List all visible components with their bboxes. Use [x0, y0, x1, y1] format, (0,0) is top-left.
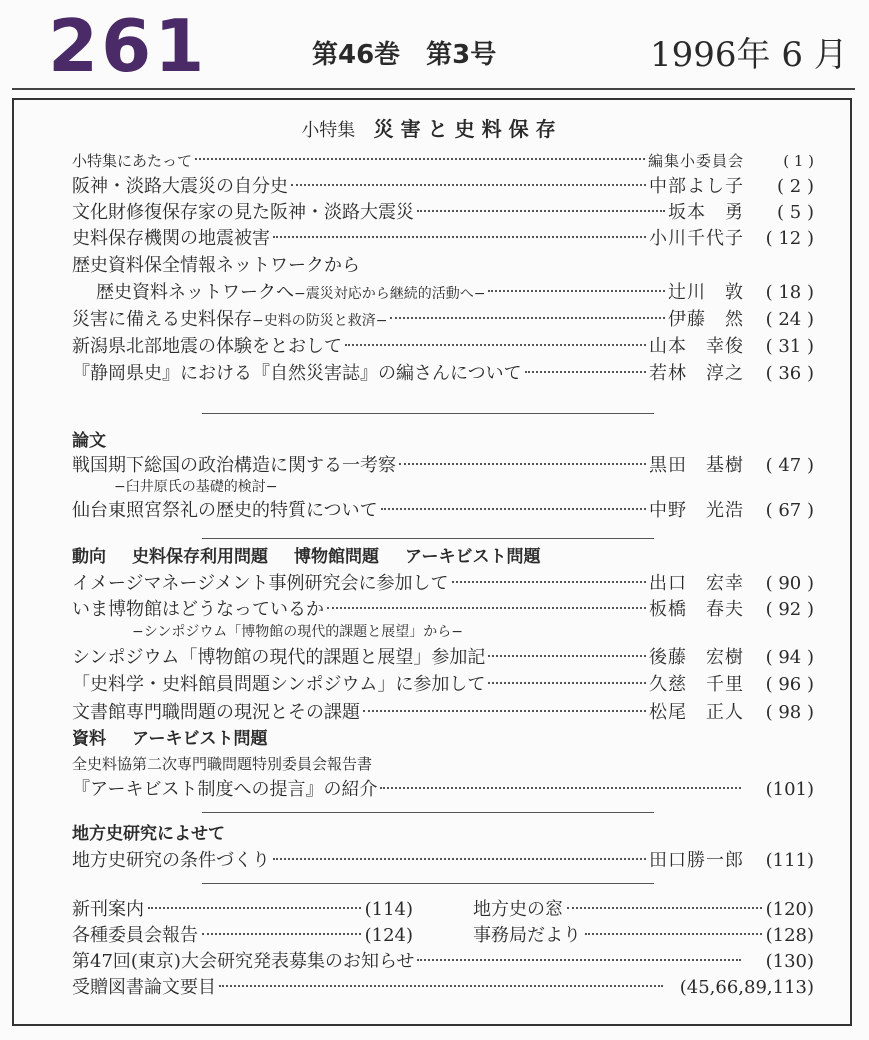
header-rule [12, 88, 855, 90]
section-divider [202, 883, 654, 884]
trends-label: アーキビスト問題 [405, 547, 541, 567]
entry-page: (101) [765, 779, 814, 800]
entry-title: 地方史の窓 [473, 899, 563, 920]
dot-leader [417, 959, 741, 961]
entry-page: (114) [364, 899, 413, 920]
issue-number: 261 [48, 4, 208, 88]
trends-label: 博物館問題 [294, 547, 379, 567]
entry-title: シンポジウム「博物館の現代的課題と展望」参加記 [72, 647, 486, 668]
entry-author: 編集小委員会 [647, 152, 744, 170]
entry-author: 伊藤 然 [668, 309, 744, 330]
dot-leader [380, 787, 741, 789]
dot-leader [488, 682, 646, 684]
entry-page: ( 18 ) [765, 282, 814, 303]
entry-page: ( 47 ) [765, 455, 814, 476]
dot-leader [488, 290, 665, 292]
toc-entry[interactable] [72, 174, 814, 199]
toc-entry[interactable] [72, 949, 814, 974]
entry-author: 中部よし子 [649, 176, 744, 197]
dot-leader [363, 710, 646, 712]
toc-entry[interactable] [72, 923, 413, 948]
entry-author: 辻川 敦 [668, 282, 744, 303]
materials-label: 資料 [72, 729, 106, 749]
toc-entry[interactable] [72, 149, 814, 174]
toc-entry[interactable] [72, 226, 814, 251]
entry-page: ( 67 ) [765, 500, 814, 521]
issue-date: 1996年 6 月 [650, 35, 848, 75]
entry-title: 地方史研究の条件づくり [72, 850, 270, 871]
dot-leader [327, 607, 646, 609]
articles-heading: 論文 [72, 431, 106, 451]
entry-subtitle: −シンポジウム「博物館の現代的課題と展望」から− [132, 624, 463, 640]
entry-author: 若林 淳之 [649, 363, 744, 384]
entry-author: 松尾 正人 [649, 702, 744, 723]
dot-leader [219, 985, 663, 987]
toc-entry[interactable] [72, 571, 814, 596]
dot-leader [567, 907, 762, 909]
dot-leader [381, 508, 646, 510]
entry-title: 「史料学・史料館員問題シンポジウム」に参加して [72, 674, 486, 695]
entry-page: (130) [765, 951, 814, 972]
feature-prefix: 小特集 [301, 120, 356, 141]
entry-title: 阪神・淡路大震災の自分史 [72, 176, 288, 197]
entry-title: 事務局だより [473, 925, 581, 946]
entry-title: 文化財修復保存家の見た阪神・淡路大震災 [72, 202, 414, 223]
entry-title: 歴史資料ネットワークへ [96, 282, 294, 303]
entry-page: (124) [364, 925, 413, 946]
entry-title: いま博物館はどうなっているか [72, 599, 324, 620]
dot-leader [525, 371, 646, 373]
entry-author: 黒田 基樹 [649, 455, 744, 476]
toc-entry[interactable] [72, 200, 814, 225]
dot-leader [345, 344, 646, 346]
toc-entry[interactable] [473, 897, 814, 922]
section-divider [202, 413, 654, 414]
toc-entry[interactable] [72, 848, 814, 873]
entry-title: 仙台東照宮祭礼の歴史的特質について [72, 500, 378, 521]
entry-title: 新潟県北部地震の体験をとおして [72, 336, 342, 357]
entry-subtitle: −史料の防災と救済− [252, 313, 388, 329]
toc-entry[interactable] [72, 975, 814, 1000]
entry-author: 久慈 千里 [649, 674, 744, 695]
trends-heading [72, 546, 567, 568]
entry-title: 史料保存機関の地震被害 [72, 228, 270, 249]
toc-entry[interactable] [72, 307, 814, 334]
entry-page: (45,66,89,113) [679, 977, 814, 998]
toc-entry[interactable] [96, 280, 814, 307]
entry-page: ( 96 ) [765, 674, 814, 695]
entry-page: ( 94 ) [765, 647, 814, 668]
entry-page: ( 2 ) [777, 176, 814, 197]
entry-page: ( 98 ) [765, 702, 814, 723]
entry-subtitle: −震災対応から継続的活動へ− [294, 286, 486, 302]
dot-leader [202, 933, 361, 935]
entry-author: 小川千代子 [649, 228, 744, 249]
toc-entry[interactable] [72, 897, 413, 922]
toc-entry[interactable] [72, 645, 814, 670]
entry-page: ( 24 ) [765, 309, 814, 330]
materials-note: 全史料協第二次専門職問題特別委員会報告書 [72, 755, 373, 773]
entry-author: 坂本 勇 [668, 202, 744, 223]
misc-row [72, 923, 814, 948]
entry-page: (120) [765, 899, 814, 920]
section-divider [202, 812, 654, 813]
entry-page: ( 92 ) [765, 599, 814, 620]
toc-entry[interactable] [72, 498, 814, 523]
entry-subtitle: −臼井原氏の基礎的検討− [114, 479, 278, 495]
materials-heading [72, 728, 294, 750]
toc-entry[interactable] [473, 923, 814, 948]
entry-author: 山本 幸俊 [649, 336, 744, 357]
entry-title: 受贈図書論文要目 [72, 977, 216, 998]
entry-page: ( 90 ) [765, 573, 814, 594]
entry-page: ( 12 ) [765, 228, 814, 249]
entry-page: ( 36 ) [765, 363, 814, 384]
entry-title: 新刊案内 [72, 899, 144, 920]
dot-leader [399, 463, 646, 465]
entry-page: ( 31 ) [765, 336, 814, 357]
entry-page: (111) [765, 850, 814, 871]
misc-row [72, 897, 814, 922]
entry-author: 板橋 春夫 [649, 599, 744, 620]
materials-label: アーキビスト問題 [132, 729, 268, 749]
entry-page: ( 5 ) [777, 202, 814, 223]
entry-author: 後藤 宏樹 [649, 647, 744, 668]
entry-title: 各種委員会報告 [72, 925, 198, 946]
feature-title: 災害と史料保存 [373, 117, 563, 141]
local-history-heading: 地方史研究によせて [72, 824, 225, 844]
entry-author: 田口勝一郎 [649, 850, 744, 871]
volume-label: 第46巻 第3号 [312, 40, 497, 70]
entry-author: 中野 光浩 [649, 500, 744, 521]
section-divider [202, 538, 654, 539]
entry-title: 歴史資料保全情報ネットワークから [72, 255, 360, 276]
trends-label: 史料保存利用問題 [132, 547, 268, 567]
entry-title: 災害に備える史料保存 [72, 309, 252, 330]
entry-title: 『静岡県史』における『自然災害誌』の編さんについて [72, 363, 522, 384]
entry-title: イメージマネージメント事例研究会に参加して [72, 573, 449, 594]
entry-title: 第47回(東京)大会研究発表募集のお知らせ [72, 951, 415, 972]
dot-leader [273, 236, 646, 238]
entry-author: 出口 宏幸 [649, 573, 744, 594]
entry-title: 小特集にあたって [72, 152, 193, 170]
dot-leader [195, 158, 645, 160]
toc-entry[interactable] [72, 700, 814, 725]
toc-entry[interactable] [72, 453, 814, 478]
entry-title: 『アーキビスト制度への提言』の紹介 [72, 779, 378, 800]
toc-entry[interactable] [72, 777, 814, 802]
feature-heading [14, 119, 850, 140]
dot-leader [585, 933, 762, 935]
toc-entry[interactable] [72, 597, 814, 622]
dot-leader [452, 581, 646, 583]
entry-title: 文書館専門職問題の現況とその課題 [72, 702, 360, 723]
entry-title: 戦国期下総国の政治構造に関する一考察 [72, 455, 396, 476]
dot-leader [273, 858, 646, 860]
dot-leader [488, 655, 646, 657]
entry-page: ( 1 ) [783, 152, 814, 170]
dot-leader [148, 907, 361, 909]
dot-leader [390, 317, 665, 319]
table-of-contents [12, 98, 852, 1026]
dot-leader [417, 210, 665, 212]
entry-page: (128) [765, 925, 814, 946]
dot-leader [291, 184, 646, 186]
toc-entry[interactable] [72, 334, 814, 359]
toc-entry[interactable] [72, 361, 814, 386]
trends-label: 動向 [72, 547, 106, 567]
toc-entry[interactable] [72, 672, 814, 697]
